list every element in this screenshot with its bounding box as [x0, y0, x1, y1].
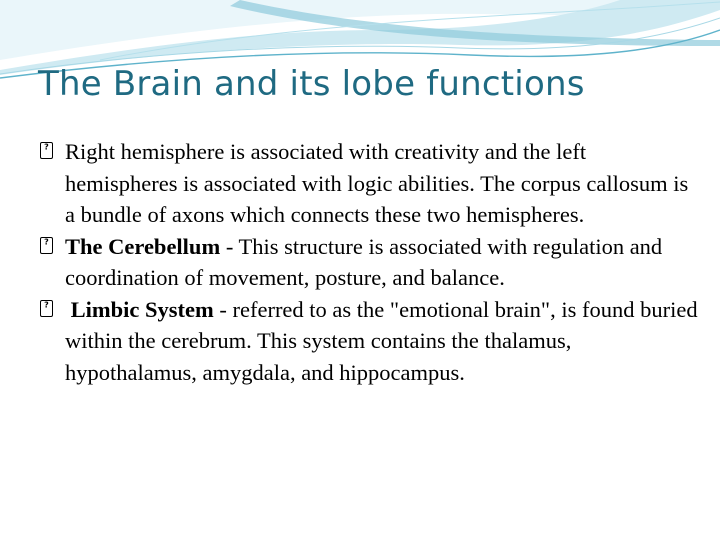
bullet-item-limbic-system [40, 294, 700, 389]
bullet-text: Right hemisphere is associated with creativity and the left hemispheres is associated with logic abilities. The corpus callosum is a bundle of axons which connects these two hemispheres. [65, 139, 689, 227]
bullet-text: - This structure is associated with regulation and coordination of movement, posture, and balance. [65, 233, 663, 290]
bullet-lead-term: The Cerebellum [65, 233, 221, 259]
bullet-box-icon: ? [40, 237, 53, 254]
bullet-item-hemispheres [40, 136, 700, 231]
bullet-list [40, 136, 700, 388]
bullet-item-cerebellum [40, 231, 700, 294]
bullet-lead-term: Limbic System [65, 296, 214, 322]
bullet-box-icon: ? [40, 142, 53, 159]
slide-title: The Brain and its lobe functions [38, 64, 585, 104]
bullet-text: - referred to as the "emotional brain", is found buried within the cerebrum. This system contains the thalamus, hypothalamus, amygdala, and hippocampus. [65, 296, 698, 385]
bullet-box-icon: ? [40, 300, 53, 317]
